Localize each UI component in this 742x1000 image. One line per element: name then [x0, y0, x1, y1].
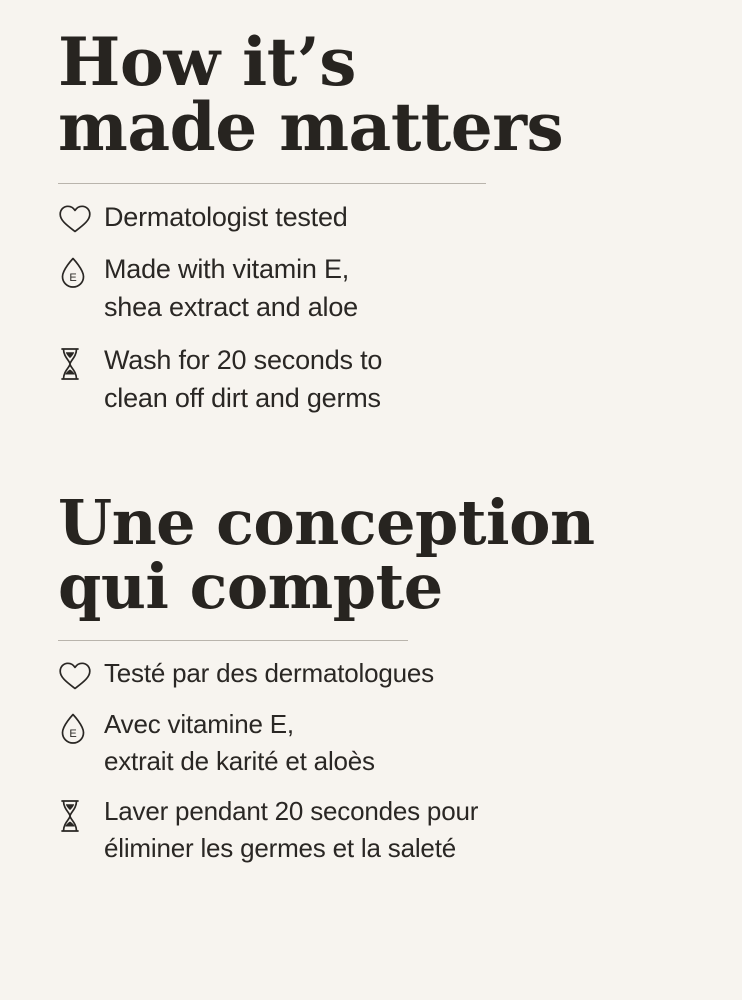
divider [58, 183, 486, 184]
page-title-line: Une conception [58, 486, 595, 560]
list-item-line: shea extract and aloe [104, 292, 358, 323]
list-item-line: clean off dirt and germs [104, 382, 381, 413]
list-item-line: extrait de karité et aloès [104, 745, 375, 776]
benefit-list-french [58, 655, 684, 868]
section-french [58, 486, 684, 867]
list-item [58, 250, 684, 327]
list-item-line: Made with vitamin E, [104, 253, 350, 284]
list-item-line: Testé par des dermatologues [104, 657, 434, 688]
list-item [58, 198, 684, 236]
list-item-line: Dermatologist tested [104, 201, 348, 232]
svg-text:E: E [69, 271, 77, 284]
list-item [58, 793, 684, 867]
divider [58, 640, 408, 641]
page-title-line: made matters [58, 88, 564, 167]
heart-icon [58, 198, 104, 234]
vitamin-e-droplet-icon [58, 706, 104, 746]
benefit-list-english [58, 198, 684, 418]
list-item-text [104, 706, 375, 780]
list-item [58, 341, 684, 418]
list-item-line: Wash for 20 seconds to [104, 344, 383, 375]
list-item-text [104, 198, 348, 236]
list-item-text [104, 250, 358, 327]
page-title-line: How it’s [58, 23, 356, 101]
page-title-line: qui compte [58, 549, 443, 623]
list-item-text [104, 341, 382, 418]
list-item [58, 655, 684, 692]
heart-icon [58, 655, 104, 691]
page-title-english [58, 23, 684, 167]
vitamin-e-droplet-icon [58, 250, 104, 290]
hourglass-icon [58, 793, 104, 833]
list-item-line: éliminer les germes et la saleté [104, 833, 456, 864]
list-item-text [104, 793, 478, 867]
list-item-line: Laver pendant 20 secondes pour [104, 796, 479, 827]
svg-text:E: E [69, 727, 77, 740]
hourglass-icon [58, 341, 104, 381]
section-english [58, 23, 684, 417]
page-title-french [58, 486, 684, 623]
list-item-text [104, 655, 434, 692]
list-item [58, 706, 684, 780]
list-item-line: Avec vitamine E, [104, 708, 294, 739]
